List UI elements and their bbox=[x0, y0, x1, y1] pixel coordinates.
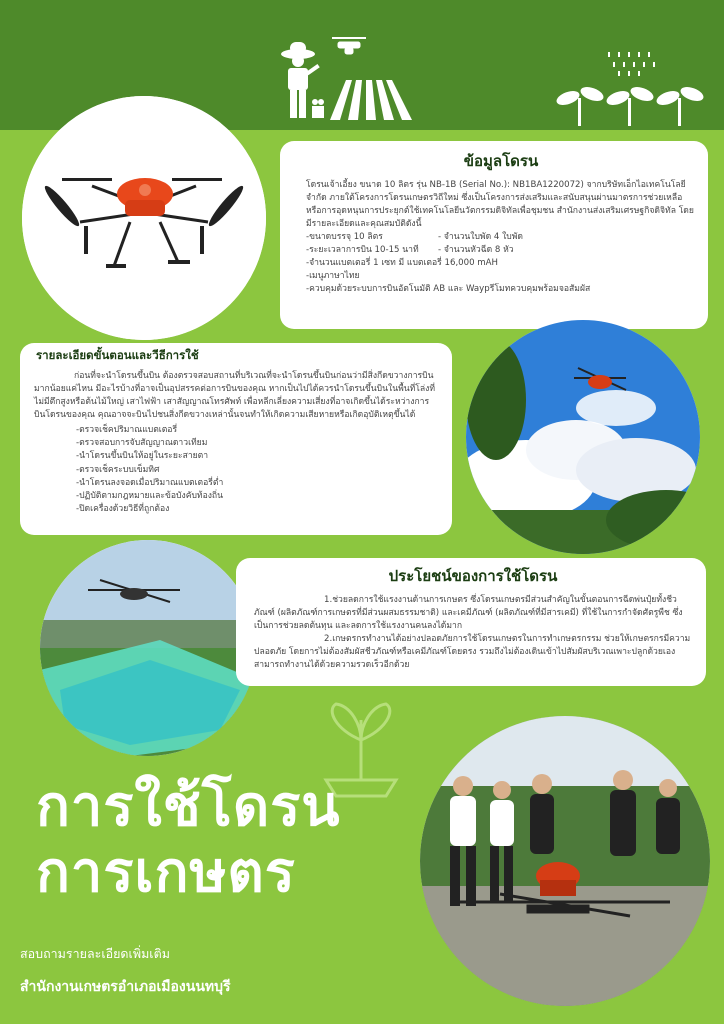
drone-sky-photo bbox=[466, 320, 700, 554]
field-map-photo bbox=[40, 540, 256, 756]
footer-contact: สอบถามรายละเอียดเพิ่มเติม bbox=[20, 946, 170, 961]
benefit-item: 2.เกษตรกรทำงานได้อย่างปลอดภัยการใช้โดรนเกษตรในการทำเกษตรกรรม ช่วยให้เกษตรกรมีความปลอดภัย โดยการไม่ต้องสัมผัสชีวภัณฑ์หรือเคมีภัณฑ์โดยตรง รวมถึงไม่ต้องเดินเข้าไปสัมผัสบริเวณเพาะปลูกด้วยเอง สามารถทำงานได้ด้วยความรวดเร็วอีกด้วย bbox=[254, 634, 691, 670]
footer-office: สำนักงานเกษตรอำเภอเมืองนนทบุรี bbox=[20, 979, 231, 995]
step-item: -ตรวจเช็คระบบเข็มทิศ bbox=[76, 464, 160, 475]
main-title-line2: การเกษตร bbox=[36, 840, 296, 905]
step-item: -ตรวจเช็คปริมาณแบตเตอรี่ bbox=[76, 425, 178, 435]
main-title-line1: การใช้โดรน bbox=[36, 774, 341, 839]
procedure-intro: ก่อนที่จะนำโดรนขึ้นบิน ต้องตรวจสอบสถานที่บริเวณที่จะนำโดรนขึ้นบินก่อนว่ามีสิ่งกีดขวางการบินมากน้อยแค่ไหน มีอะไรบ้างที่อาจเป็นอุปสรรคต่อการบินของคุณ หากเป็นไปได้ควรนำโดรนขึ้นบินในพื้นที่โล่งที่ไม่มีตึกสูงหรือต้นไม้ใหญ่ เสาไฟฟ้า เสาสัญญาณโทรศัพท์ เพื่อหลีกเลี่ยงความเสี่ยงที่อาจเกิดขึ้นได้ระหว่างการบินโดรนของคุณ คุณอาจจะบินไปชนสิ่งกีดขวางเหล่านั้นจนทำให้เกิดความเสียหายหรือเกิดอุบัติเหตุขึ้นได้ bbox=[34, 371, 436, 420]
farmer-drone-icon bbox=[268, 28, 428, 124]
drone-photo bbox=[22, 96, 266, 340]
benefits-title: ประโยชน์ของการใช้โดรน bbox=[388, 567, 558, 585]
procedure-steps bbox=[76, 424, 438, 516]
step-item: -ตรวจสอบการจับสัญญาณดาวเทียม bbox=[76, 438, 208, 449]
step-item: -ปิดเครื่องด้วยวิธีที่ถูกต้อง bbox=[76, 504, 170, 515]
spec-capacity: -ขนาดบรรจุ 10 ลิตร bbox=[306, 232, 383, 242]
rain-icon bbox=[604, 48, 664, 78]
sprout-icon bbox=[556, 84, 706, 128]
main-title bbox=[36, 774, 436, 906]
procedure-card bbox=[20, 343, 452, 535]
drone-info-intro: โดรนเจ้าเอี้ยง ขนาด 10 ลิตร รุ่น NB-1B (Serial No.): NB1BA1220072) จากบริษัทเอ็กไอเทคโนโลยีจำกัด ภายใต้โครงการโดรนเกษตรวิถีใหม่ ซึ่งเป็นโครงการส่งเสริมและสนับสนุนผ่านมาตรการช่วยเหลือหรือการอุดหนุนการประยุกต์ใช้เทคโนโลยีนวัตกรรมดิจิทัลเพื่อชุมชน สำนักงานส่งเสริมเศรษฐกิจดิจิทัล โดยมีรายละเอียดและคุณสมบัติดังนี้ bbox=[306, 180, 694, 229]
spec-propellers: - จำนวนใบพัด 4 ใบพัด bbox=[438, 232, 523, 242]
spec-flight-time: -ระยะเวลาการบิน 10-15 นาที bbox=[306, 245, 419, 255]
field-rows-icon bbox=[330, 80, 412, 120]
drone-icon bbox=[332, 38, 366, 54]
drone-info-title: ข้อมูลโดรน bbox=[463, 152, 539, 170]
spec-menu: -เมนูภาษาไทย bbox=[306, 271, 360, 281]
people-drone-photo bbox=[420, 716, 710, 1006]
drone-info-card bbox=[280, 141, 708, 329]
procedure-title: รายละเอียดขั้นตอนและวีธีการใช้ bbox=[36, 348, 199, 362]
spec-row bbox=[306, 231, 696, 244]
step-item: -นำโดรนขึ้นบินให้อยู่ในระยะสายตา bbox=[76, 451, 209, 462]
spec-control: -ควบคุมด้วยระบบการบินอัตโนมัติ AB และ Waypรีโมทควบคุมพร้อมจอสัมผัส bbox=[306, 284, 591, 294]
benefit-item: 1.ช่วยลดการใช้แรงงานด้านการเกษตร ซึ่งโดรนเกษตรมีส่วนสำคัญในขั้นตอนการฉีดพ่นปุ๋ยทั้งชีวภัณฑ์ (ผลิตภัณฑ์การเกษตรที่มีส่วนผสมธรรมชาติ) และเคมีภัณฑ์ (ผลิตภัณฑ์ที่มีสารเคมี) ที่ใช้ในการกำจัดศัตรูพืช ซึ่งเป็นการช่วยลดต้นทุน และลดการใช้แรงงานคนลงได้มาก bbox=[254, 595, 683, 631]
step-item: -นำโดรนลงจอดเมื่อปริมาณแบตเตอรี่ต่ำ bbox=[76, 477, 224, 488]
benefits-card bbox=[236, 558, 706, 686]
step-item: -ปฏิบัติตามกฎหมายและข้อบังคับท้องถิ่น bbox=[76, 491, 224, 502]
spec-battery: -จำนวนแบตเตอรี่ 1 เซท มี แบตเตอรี่ 16,000 mAH bbox=[306, 258, 499, 268]
spec-row bbox=[306, 244, 696, 257]
spec-nozzles: - จำนวนหัวฉีด 8 หัว bbox=[438, 245, 514, 255]
